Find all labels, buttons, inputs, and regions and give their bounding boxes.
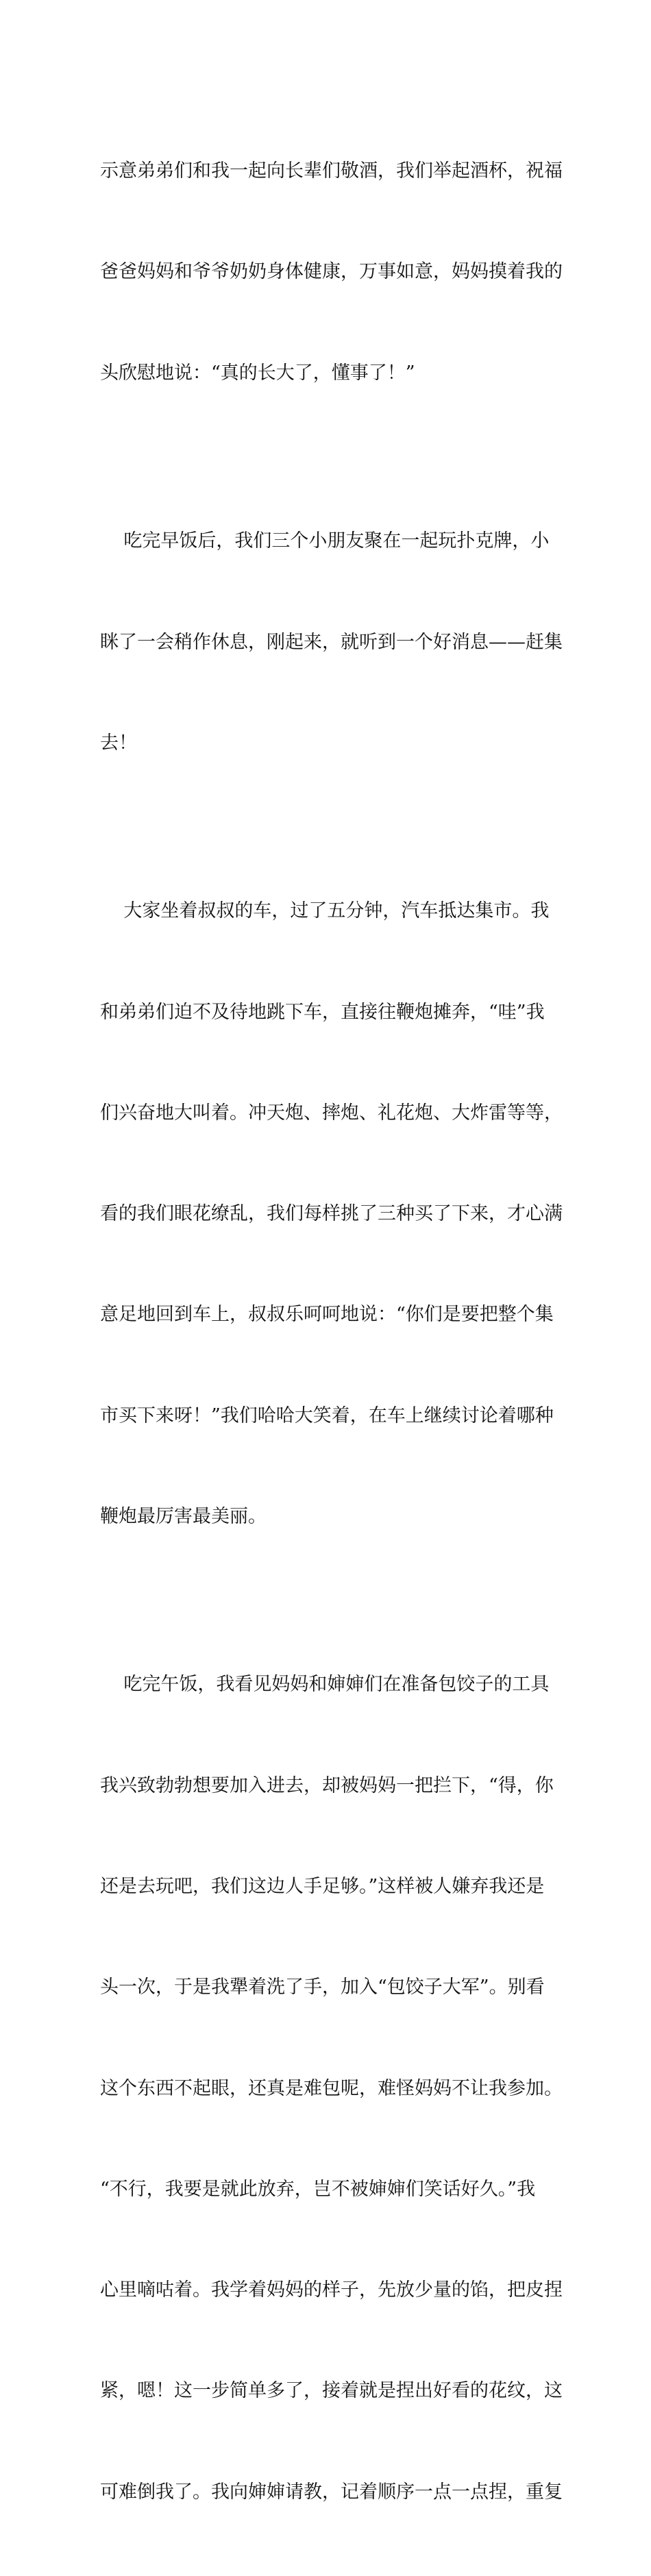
text-line: 示意弟弟们和我一起向长辈们敬酒，我们举起酒杯，祝福 [100,160,563,182]
paragraph-dumplings [100,1600,563,2576]
text-line: 吃完午饭，我看见妈妈和婶婶们在准备包饺子的工具 [100,1674,550,1696]
text-line: 头一次，于是我犟着洗了手，加入“包饺子大军”。别看 [100,1977,545,1998]
text-line: 吃完早饭后，我们三个小朋友聚在一起玩扑克牌，小 [100,530,550,552]
paragraph-firecrackers [100,827,563,1600]
text-line: 鞭炮最厉害最美丽。 [100,1505,267,1527]
text-line: 市买下来呀！”我们哈哈大笑着，在车上继续讨论着哪种 [100,1404,554,1426]
text-line: 看的我们眼花缭乱，我们每样挑了三种买了下来，才心满 [100,1203,563,1225]
text-line: 爸爸妈妈和爷爷奶奶身体健康，万事如意，妈妈摸着我的 [100,261,563,283]
text-line: 还是去玩吧，我们这边人手足够。”这样被人嫌弃我还是 [100,1875,545,1897]
text-line: 意足地回到车上，叔叔乐呵呵地说：“你们是要把整个集 [100,1304,554,1326]
text-line: 和弟弟们迫不及待地跳下车，直接往鞭炮摊奔，“哇”我 [100,1001,545,1023]
text-line: 们兴奋地大叫着。冲天炮、摔炮、礼花炮、大炸雷等等， [100,1102,563,1124]
body-text [100,87,563,2576]
text-line: 头欣慰地说：“真的长大了，懂事了！” [100,362,415,384]
paragraph-market-news [100,457,563,827]
text-line: 紧，嗯！这一步简单多了，接着就是捏出好看的花纹，这 [100,2380,563,2402]
text-line: 大家坐着叔叔的车，过了五分钟，汽车抵达集市。我 [100,900,550,922]
text-line: 心里嘀咕着。我学着妈妈的样子，先放少量的馅，把皮捏 [100,2279,563,2301]
text-line: 可难倒我了。我向婶婶请教，记着顺序一点一点捏，重复 [100,2481,563,2503]
text-line: “不行，我要是就此放弃，岂不被婶婶们笑话好久。”我 [100,2178,536,2200]
paragraph-toast [100,87,563,457]
text-line: 去！ [100,732,137,754]
text-line: 我兴致勃勃想要加入进去，却被妈妈一把拦下，“得，你 [100,1774,554,1796]
text-line: 这个东西不起眼，还真是难包呢，难怪妈妈不让我参加。 [100,2077,563,2099]
text-line: 眯了一会稍作休息，刚起来，就听到一个好消息——赶集 [100,631,563,653]
